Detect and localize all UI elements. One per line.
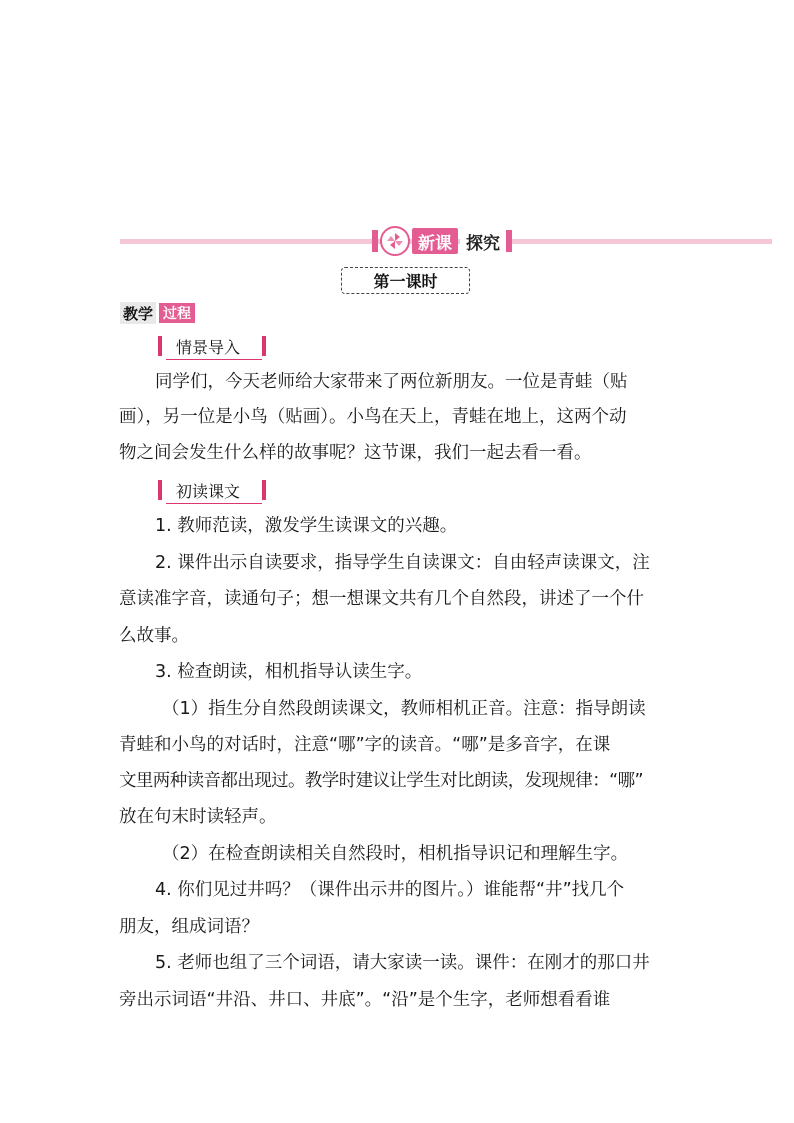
paragraph-line: 朋友，组成词语？ [119,917,259,937]
paragraph-line: 同学们，今天老师给大家带来了两位新朋友。一位是青蛙（贴 [155,372,628,392]
banner-cap [372,230,378,252]
process-label [120,302,195,324]
section-heading-text: 情景导入 [176,337,241,357]
heading-underline [166,503,262,504]
banner-cap-right [506,230,512,252]
list-item: 2. 课件出示自读要求，指导学生自读课文：自由轻声读课文，注 [155,553,650,573]
banner-explore-label: 探究 [460,228,506,254]
paragraph-line: 画），另一位是小鸟（贴画）。小鸟在天上，青蛙在地上，这两个动 [119,407,627,427]
lesson-title: 第一课时 [341,267,470,294]
section-heading-intro [158,334,266,358]
paragraph-line: 物之间会发生什么样的故事呢？这节课，我们一起去看一看。 [119,443,592,463]
section-heading-reading [158,478,266,502]
paragraph-line: 青蛙和小鸟的对话时，注意“哪”字的读音。“哪”是多音字，在课 [119,735,611,755]
list-item: 5. 老师也组了三个词语，请大家读一读。课件：在刚才的那口井 [155,953,650,973]
paragraph-line: 文里两种读音都出现过。教学时建议让学生对比朗读，发现规律：“哪” [119,771,643,791]
list-item: 1. 教师范读，激发学生读课文的兴趣。 [155,516,458,536]
list-item: （1）指生分自然段朗读课文，教师相机正音。注意：指导朗读 [162,699,646,719]
section-banner [372,226,520,256]
paragraph-line: 么故事。 [119,626,189,646]
process-tag: 过程 [159,303,195,323]
heading-underline [166,359,262,360]
process-label-text: 教学 [120,302,156,324]
heading-bar [158,336,162,356]
paragraph-line: 放在句末时读轻声。 [119,807,277,827]
pinwheel-icon [380,226,410,256]
heading-bar [262,480,266,500]
heading-bar [158,480,162,500]
list-item: 4. 你们见过井吗？（课件出示井的图片。）谁能帮“井”找几个 [155,880,625,900]
heading-bar [262,336,266,356]
section-heading-text: 初读课文 [176,481,241,501]
paragraph-line: 旁出示词语“井沿、井口、井底”。“沿”是个生字，老师想看看谁 [119,990,611,1010]
list-item: 3. 检查朗读，相机指导认读生字。 [155,662,423,682]
list-item: （2）在检查朗读相关自然段时，相机指导识记和理解生字。 [162,844,629,864]
banner-new-label: 新课 [412,228,458,254]
paragraph-line: 意读准字音，读通句子；想一想课文共有几个自然段，讲述了一个什 [119,589,644,609]
